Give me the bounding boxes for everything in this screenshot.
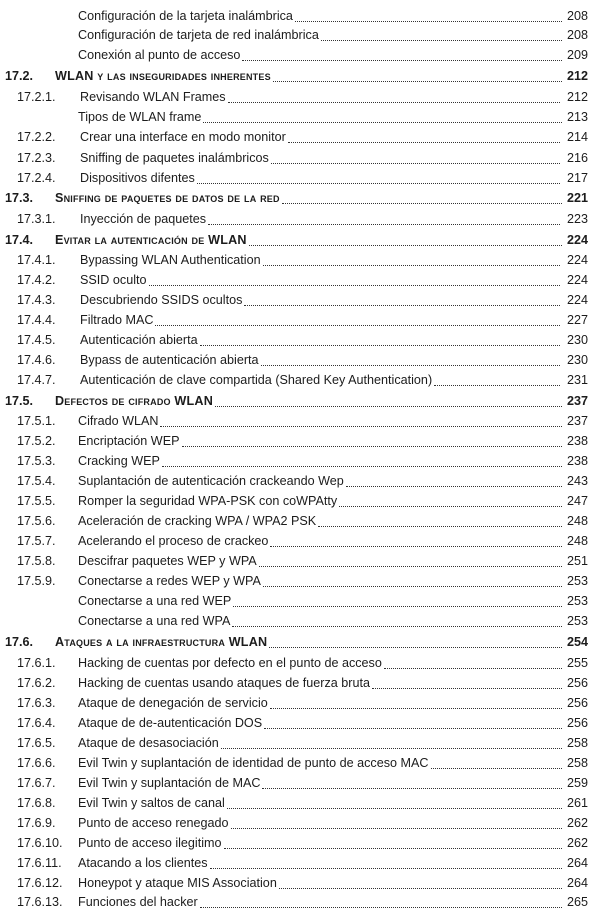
dot-leader bbox=[321, 40, 562, 41]
toc-entry-number: 17.6.11. bbox=[17, 856, 62, 870]
toc-entry-title: Crear una interface en modo monitor bbox=[80, 130, 286, 144]
toc-entry-title: SSID oculto bbox=[80, 273, 147, 287]
toc-entry-page-number: 248 bbox=[566, 514, 588, 528]
toc-entry-number: 17.6.2. bbox=[17, 676, 56, 690]
toc-entry-number: 17.5.5. bbox=[17, 494, 56, 508]
toc-entry-title: Cifrado WLAN bbox=[78, 414, 159, 428]
toc-section-entry bbox=[0, 67, 600, 86]
toc-entry-page-number: 262 bbox=[566, 836, 588, 850]
toc-entry-title: Ataque de denegación de servicio bbox=[78, 696, 268, 710]
dot-leader bbox=[232, 626, 562, 627]
toc-entry-title: Funciones del hacker bbox=[78, 895, 198, 909]
toc-entry bbox=[0, 210, 600, 229]
toc-entry-page-number: 216 bbox=[566, 151, 588, 165]
toc-entry-number: 17.4.2. bbox=[17, 273, 56, 287]
dot-leader bbox=[200, 907, 562, 908]
toc-entry-title: Conectarse a una red WEP bbox=[78, 594, 232, 608]
dot-leader bbox=[288, 142, 560, 143]
toc-section-entry bbox=[0, 189, 600, 208]
toc-entry-title: Defectos de cifrado WLAN bbox=[55, 394, 214, 408]
toc-entry-number: 17.5.8. bbox=[17, 554, 56, 568]
toc-entry bbox=[0, 88, 600, 107]
dot-leader bbox=[249, 245, 562, 246]
toc-entry-title: Inyección de paquetes bbox=[80, 212, 207, 226]
dot-leader bbox=[203, 122, 562, 123]
toc-entry-title: Revisando WLAN Frames bbox=[80, 90, 226, 104]
toc-entry-number: 17.4.5. bbox=[17, 333, 56, 347]
toc-entry-number: 17.4.7. bbox=[17, 373, 56, 387]
toc-entry-page-number: 212 bbox=[566, 90, 588, 104]
toc-entry bbox=[0, 169, 600, 188]
toc-section-entry bbox=[0, 633, 600, 652]
toc-entry bbox=[0, 654, 600, 673]
toc-entry-number: 17.2.4. bbox=[17, 171, 56, 185]
dot-leader bbox=[231, 828, 562, 829]
toc-entry bbox=[0, 46, 600, 65]
dot-leader bbox=[431, 768, 562, 769]
toc-entry bbox=[0, 412, 600, 431]
dot-leader bbox=[227, 808, 562, 809]
toc-entry-page-number: 224 bbox=[566, 233, 588, 247]
toc-entry bbox=[0, 371, 600, 390]
toc-entry-title: Cracking WEP bbox=[78, 454, 160, 468]
toc-entry-number: 17.5.2. bbox=[17, 434, 56, 448]
dot-leader bbox=[270, 708, 562, 709]
toc-entry bbox=[0, 108, 600, 127]
toc-entry bbox=[0, 794, 600, 813]
toc-entry-page-number: 237 bbox=[566, 414, 588, 428]
toc-section-entry bbox=[0, 231, 600, 250]
toc-entry-title: Configuración de la tarjeta inalámbrica bbox=[78, 9, 293, 23]
dot-leader bbox=[197, 183, 560, 184]
dot-leader bbox=[270, 546, 562, 547]
toc-entry-number: 17.5.6. bbox=[17, 514, 56, 528]
toc-entry-title: WLAN y las inseguridades inherentes bbox=[55, 69, 271, 83]
toc-entry-title: Ataque de desasociación bbox=[78, 736, 219, 750]
toc-entry bbox=[0, 271, 600, 290]
toc-entry bbox=[0, 814, 600, 833]
toc-entry-title: Acelerando el proceso de crackeo bbox=[78, 534, 269, 548]
toc-entry-page-number: 209 bbox=[566, 48, 588, 62]
dot-leader bbox=[269, 647, 562, 648]
toc-entry-page-number: 265 bbox=[566, 895, 588, 909]
toc-entry-title: Conectarse a una red WPA bbox=[78, 614, 231, 628]
toc-entry-title: Hacking de cuentas usando ataques de fuerza bruta bbox=[78, 676, 370, 690]
toc-entry-title: Evitar la autenticación de WLAN bbox=[55, 233, 247, 247]
toc-entry-title: Dispositivos difentes bbox=[80, 171, 195, 185]
toc-entry-page-number: 256 bbox=[566, 716, 588, 730]
toc-entry-page-number: 208 bbox=[566, 28, 588, 42]
toc-entry-title: Aceleración de cracking WPA / WPA2 PSK bbox=[78, 514, 317, 528]
toc-entry-page-number: 253 bbox=[566, 594, 588, 608]
toc-entry-page-number: 248 bbox=[566, 534, 588, 548]
toc-entry bbox=[0, 351, 600, 370]
toc-entry-title: Romper la seguridad WPA-PSK con coWPAtty bbox=[78, 494, 338, 508]
toc-entry-page-number: 231 bbox=[566, 373, 588, 387]
dot-leader bbox=[259, 566, 562, 567]
dot-leader bbox=[162, 466, 562, 467]
toc-entry bbox=[0, 612, 600, 631]
toc-entry-page-number: 253 bbox=[566, 574, 588, 588]
dot-leader bbox=[279, 888, 562, 889]
toc-entry-number: 17.4. bbox=[5, 233, 34, 247]
toc-entry-title: Evil Twin y suplantación de identidad de punto de acceso MAC bbox=[78, 756, 429, 770]
toc-entry-page-number: 258 bbox=[566, 756, 588, 770]
toc-entry-number: 17.2.3. bbox=[17, 151, 56, 165]
toc-entry-number: 17.6.3. bbox=[17, 696, 56, 710]
toc-entry bbox=[0, 552, 600, 571]
toc-entry bbox=[0, 893, 600, 912]
toc-entry-title: Encriptación WEP bbox=[78, 434, 180, 448]
toc-entry-page-number: 251 bbox=[566, 554, 588, 568]
toc-entry-number: 17.2.1. bbox=[17, 90, 56, 104]
toc-entry-title: Evil Twin y saltos de canal bbox=[78, 796, 225, 810]
toc-entry bbox=[0, 26, 600, 45]
toc-entry-title: Punto de acceso ilegitimo bbox=[78, 836, 222, 850]
dot-leader bbox=[339, 506, 562, 507]
toc-entry-number: 17.6. bbox=[5, 635, 34, 649]
toc-entry bbox=[0, 472, 600, 491]
toc-entry bbox=[0, 694, 600, 713]
toc-entry-number: 17.4.4. bbox=[17, 313, 56, 327]
dot-leader bbox=[182, 446, 562, 447]
toc-entry-number: 17.6.9. bbox=[17, 816, 56, 830]
toc-entry-number: 17.6.7. bbox=[17, 776, 56, 790]
toc-entry-number: 17.6.10. bbox=[17, 836, 63, 850]
toc-entry-number: 17.5.9. bbox=[17, 574, 56, 588]
toc-entry bbox=[0, 774, 600, 793]
toc-entry-page-number: 253 bbox=[566, 614, 588, 628]
dot-leader bbox=[244, 305, 560, 306]
dot-leader bbox=[215, 406, 562, 407]
dot-leader bbox=[160, 426, 562, 427]
toc-entry-page-number: 214 bbox=[566, 130, 588, 144]
toc-entry bbox=[0, 854, 600, 873]
dot-leader bbox=[263, 265, 560, 266]
toc-entry-number: 17.5.7. bbox=[17, 534, 56, 548]
toc-entry-number: 17.5. bbox=[5, 394, 34, 408]
toc-entry bbox=[0, 128, 600, 147]
dot-leader bbox=[208, 224, 560, 225]
dot-leader bbox=[318, 526, 562, 527]
toc-entry-number: 17.3. bbox=[5, 191, 34, 205]
toc-entry bbox=[0, 512, 600, 531]
toc-entry-title: Descifrar paquetes WEP y WPA bbox=[78, 554, 257, 568]
dot-leader bbox=[233, 606, 562, 607]
dot-leader bbox=[384, 668, 562, 669]
dot-leader bbox=[224, 848, 562, 849]
toc-entry-number: 17.5.4. bbox=[17, 474, 56, 488]
toc-entry-title: Configuración de tarjeta de red inalámbrica bbox=[78, 28, 319, 42]
toc-entry bbox=[0, 834, 600, 853]
toc-entry-number: 17.4.1. bbox=[17, 253, 56, 267]
toc-entry bbox=[0, 492, 600, 511]
toc-entry-title: Suplantación de autenticación crackeando Wep bbox=[78, 474, 344, 488]
toc-entry-number: 17.6.1. bbox=[17, 656, 56, 670]
toc-entry-page-number: 247 bbox=[566, 494, 588, 508]
dot-leader bbox=[271, 163, 560, 164]
toc-entry-number: 17.5.1. bbox=[17, 414, 56, 428]
toc-entry bbox=[0, 149, 600, 168]
toc-entry bbox=[0, 734, 600, 753]
toc-section-entry bbox=[0, 392, 600, 411]
toc-entry-page-number: 256 bbox=[566, 696, 588, 710]
toc-entry-title: Bypass de autenticación abierta bbox=[80, 353, 259, 367]
toc-entry-title: Sniffing de paquetes de datos de la red bbox=[55, 191, 280, 205]
dot-leader bbox=[149, 285, 560, 286]
toc-entry-title: Ataques a la infraestructura WLAN bbox=[55, 635, 268, 649]
toc-entry-title: Filtrado MAC bbox=[80, 313, 154, 327]
toc-entry-number: 17.6.12. bbox=[17, 876, 63, 890]
dot-leader bbox=[346, 486, 562, 487]
toc-entry-number: 17.5.3. bbox=[17, 454, 56, 468]
toc-entry-page-number: 224 bbox=[566, 253, 588, 267]
toc-entry bbox=[0, 754, 600, 773]
dot-leader bbox=[228, 102, 560, 103]
toc-entry bbox=[0, 432, 600, 451]
toc-entry-title: Ataque de de-autenticación DOS bbox=[78, 716, 263, 730]
toc-entry bbox=[0, 452, 600, 471]
dot-leader bbox=[372, 688, 562, 689]
toc-entry-page-number: 255 bbox=[566, 656, 588, 670]
toc-entry-number: 17.2. bbox=[5, 69, 34, 83]
toc-entry-number: 17.6.5. bbox=[17, 736, 56, 750]
toc-entry-number: 17.6.13. bbox=[17, 895, 63, 909]
dot-leader bbox=[242, 60, 562, 61]
toc-entry-page-number: 223 bbox=[566, 212, 588, 226]
toc-entry bbox=[0, 251, 600, 270]
toc-entry bbox=[0, 714, 600, 733]
toc-entry-number: 17.3.1. bbox=[17, 212, 56, 226]
dot-leader bbox=[434, 385, 560, 386]
toc-entry-number: 17.6.4. bbox=[17, 716, 56, 730]
toc-entry bbox=[0, 592, 600, 611]
toc-entry-page-number: 264 bbox=[566, 876, 588, 890]
toc-entry-page-number: 230 bbox=[566, 333, 588, 347]
toc-entry-title: Atacando a los clientes bbox=[78, 856, 208, 870]
toc-entry-page-number: 208 bbox=[566, 9, 588, 23]
dot-leader bbox=[263, 586, 562, 587]
toc-entry-page-number: 259 bbox=[566, 776, 588, 790]
dot-leader bbox=[273, 81, 562, 82]
toc-entry-page-number: 238 bbox=[566, 454, 588, 468]
toc-entry-number: 17.6.6. bbox=[17, 756, 56, 770]
toc-entry-title: Conexión al punto de acceso bbox=[78, 48, 241, 62]
dot-leader bbox=[221, 748, 562, 749]
toc-entry-title: Bypassing WLAN Authentication bbox=[80, 253, 261, 267]
dot-leader bbox=[210, 868, 562, 869]
toc-entry bbox=[0, 532, 600, 551]
toc-entry-page-number: 212 bbox=[566, 69, 588, 83]
toc-entry-page-number: 254 bbox=[566, 635, 588, 649]
toc-entry-title: Evil Twin y suplantación de MAC bbox=[78, 776, 261, 790]
toc-entry bbox=[0, 572, 600, 591]
toc-entry-page-number: 243 bbox=[566, 474, 588, 488]
toc-entry-page-number: 224 bbox=[566, 293, 588, 307]
toc-entry-title: Punto de acceso renegado bbox=[78, 816, 229, 830]
toc-entry-title: Hacking de cuentas por defecto en el punto de acceso bbox=[78, 656, 382, 670]
toc-entry-page-number: 227 bbox=[566, 313, 588, 327]
dot-leader bbox=[261, 365, 560, 366]
toc-entry-number: 17.6.8. bbox=[17, 796, 56, 810]
dot-leader bbox=[200, 345, 560, 346]
toc-entry bbox=[0, 331, 600, 350]
toc-entry-page-number: 264 bbox=[566, 856, 588, 870]
dot-leader bbox=[295, 21, 562, 22]
toc-entry-page-number: 238 bbox=[566, 434, 588, 448]
toc-entry-page-number: 237 bbox=[566, 394, 588, 408]
toc-entry bbox=[0, 311, 600, 330]
toc-entry-page-number: 213 bbox=[566, 110, 588, 124]
toc-entry bbox=[0, 674, 600, 693]
dot-leader bbox=[264, 728, 562, 729]
toc-entry-number: 17.2.2. bbox=[17, 130, 56, 144]
toc-entry-number: 17.4.6. bbox=[17, 353, 56, 367]
toc-entry-page-number: 217 bbox=[566, 171, 588, 185]
toc-entry-page-number: 230 bbox=[566, 353, 588, 367]
toc-entry-title: Honeypot y ataque MIS Association bbox=[78, 876, 277, 890]
dot-leader bbox=[282, 203, 562, 204]
toc-entry bbox=[0, 7, 600, 26]
toc-entry-title: Sniffing de paquetes inalámbricos bbox=[80, 151, 269, 165]
toc-entry-page-number: 261 bbox=[566, 796, 588, 810]
toc-entry-page-number: 262 bbox=[566, 816, 588, 830]
toc-entry-page-number: 224 bbox=[566, 273, 588, 287]
toc-entry bbox=[0, 291, 600, 310]
toc-entry-number: 17.4.3. bbox=[17, 293, 56, 307]
toc-entry-page-number: 256 bbox=[566, 676, 588, 690]
toc-entry-page-number: 258 bbox=[566, 736, 588, 750]
toc-entry-title: Conectarse a redes WEP y WPA bbox=[78, 574, 261, 588]
toc-entry-title: Descubriendo SSIDS ocultos bbox=[80, 293, 243, 307]
dot-leader bbox=[155, 325, 560, 326]
toc-entry-title: Autenticación abierta bbox=[80, 333, 198, 347]
toc-entry-title: Tipos de WLAN frame bbox=[78, 110, 202, 124]
toc-entry-title: Autenticación de clave compartida (Shared Key Authentication) bbox=[80, 373, 433, 387]
toc-entry-page-number: 221 bbox=[566, 191, 588, 205]
dot-leader bbox=[262, 788, 562, 789]
toc-entry bbox=[0, 874, 600, 893]
